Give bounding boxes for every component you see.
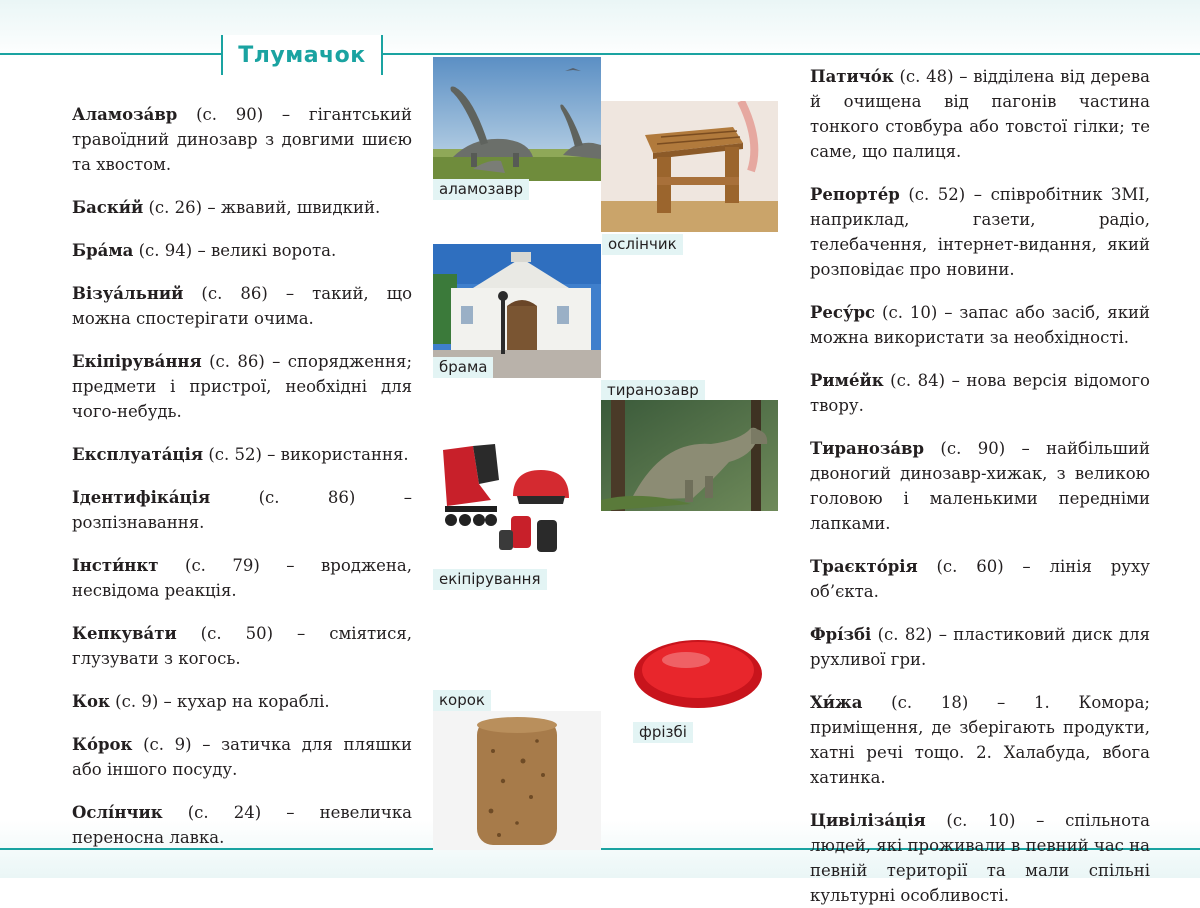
title-box bbox=[221, 35, 383, 75]
stool-illustration-icon bbox=[601, 101, 778, 232]
entry-definition: (с. 60) – лінія руху об’єкта. bbox=[810, 557, 1150, 601]
entry-term: Ослі́нчик bbox=[72, 803, 163, 822]
entry-term: Бра́ма bbox=[72, 241, 134, 260]
entry-traiektoriia bbox=[810, 554, 1150, 604]
entry-term: Експлуата́ція bbox=[72, 445, 204, 464]
entry-oslinchyk bbox=[72, 800, 412, 850]
entry-tyranozavr bbox=[810, 436, 1150, 536]
entry-tsyvilizatsiia bbox=[810, 808, 1150, 908]
header-rule bbox=[0, 53, 1200, 55]
entry-term: Екіпірува́ння bbox=[72, 352, 202, 371]
dinosaur-illustration-icon bbox=[433, 57, 601, 181]
oslinchyk-caption: ослінчик bbox=[602, 234, 683, 255]
cork-illustration-icon bbox=[433, 711, 601, 850]
entry-definition: (с. 90) – найбільший двоногий динозавр-хижак, з великою головою і маленькими передніми лапками. bbox=[810, 439, 1150, 533]
ekipiruvannia-caption: екіпірування bbox=[433, 569, 547, 590]
tyranozavr-caption: тиранозавр bbox=[601, 380, 705, 401]
oslinchyk-photo bbox=[601, 101, 778, 232]
entry-patychok bbox=[810, 64, 1150, 164]
dinosaur-illustration-icon bbox=[601, 400, 778, 511]
entry-term: Інсти́нкт bbox=[72, 556, 159, 575]
alamozavr-caption: аламозавр bbox=[433, 179, 529, 200]
entry-definition: (с. 9) – затичка для пляшки або іншого посуду. bbox=[72, 735, 412, 779]
entry-definition: (с. 82) – пластиковий диск для рухливої гри. bbox=[810, 625, 1150, 669]
korok-photo bbox=[433, 711, 601, 850]
page-title: Тлумачок bbox=[238, 42, 366, 68]
glossary-right-column bbox=[810, 64, 1150, 908]
entry-definition: (с. 18) – 1. Комора; приміщення, де зберігають продукти, хатні речі тощо. 2. Халабуда, вбога хатинка. bbox=[810, 693, 1150, 787]
entry-term: Кок bbox=[72, 692, 110, 711]
entry-definition: (с. 24) – невеличка переносна лавка. bbox=[72, 803, 412, 847]
entry-korok bbox=[72, 732, 412, 782]
ekipiruvannia-photo bbox=[433, 440, 579, 558]
korok-caption: корок bbox=[433, 690, 491, 711]
entry-term: Патичо́к bbox=[810, 67, 894, 86]
entry-brama bbox=[72, 238, 412, 263]
entry-identyfikatsiia bbox=[72, 485, 412, 535]
tyranozavr-photo bbox=[601, 400, 778, 511]
entry-term: Кепкува́ти bbox=[72, 624, 177, 643]
entry-kok bbox=[72, 689, 412, 714]
entry-term: Ресу́рс bbox=[810, 303, 876, 322]
entry-definition: (с. 26) – жвавий, швидкий. bbox=[143, 198, 381, 217]
entry-definition: (с. 9) – кухар на кораблі. bbox=[109, 692, 330, 711]
entry-frizbi bbox=[810, 622, 1150, 672]
entry-resurs bbox=[810, 300, 1150, 350]
entry-definition: (с. 86) – такий, що можна спостерігати очима. bbox=[72, 284, 412, 328]
entry-ekipiruvannia bbox=[72, 349, 412, 424]
entry-term: Баски́й bbox=[72, 198, 144, 217]
skate-equipment-illustration-icon bbox=[433, 440, 579, 558]
frizbi-caption: фрізбі bbox=[633, 722, 693, 743]
entry-term: Траєкто́рія bbox=[810, 557, 918, 576]
entry-reporter bbox=[810, 182, 1150, 282]
entry-term: Ко́рок bbox=[72, 735, 133, 754]
entry-definition: (с. 86) – розпізнавання. bbox=[72, 488, 412, 532]
entry-definition: (с. 10) – запас або засіб, який можна використати за необхідності. bbox=[810, 303, 1150, 347]
entry-definition: (с. 94) – великі ворота. bbox=[133, 241, 337, 260]
entry-definition: (с. 52) – співробітник ЗМІ, наприклад, газети, радіо, телебачення, інтернет-видання, який розповідає про новини. bbox=[810, 185, 1150, 279]
entry-definition: (с. 79) – вроджена, несвідома реакція. bbox=[72, 556, 412, 600]
entry-term: Фрі́збі bbox=[810, 625, 872, 644]
entry-term: Аламоза́вр bbox=[72, 105, 178, 124]
entry-term: Ідентифіка́ція bbox=[72, 488, 211, 507]
entry-kepkuvaty bbox=[72, 621, 412, 671]
entry-khyzha bbox=[810, 690, 1150, 790]
entry-term: Риме́йк bbox=[810, 371, 884, 390]
frizbi-photo bbox=[630, 626, 764, 716]
entry-definition: (с. 52) – використання. bbox=[203, 445, 409, 464]
entry-definition: (с. 86) – спорядження; предмети і пристрої, необхідні для чого-небудь. bbox=[72, 352, 412, 421]
entry-instynkt bbox=[72, 553, 412, 603]
entry-term: Хи́жа bbox=[810, 693, 863, 712]
glossary-left-column bbox=[72, 102, 412, 850]
entry-definition: (с. 10) – спільнота людей, які проживали в певний час на певній території та мали спільні культурні особливості. bbox=[810, 811, 1150, 905]
entry-term: Тираноза́вр bbox=[810, 439, 925, 458]
entry-definition: (с. 84) – нова версія відомого твору. bbox=[810, 371, 1150, 415]
entry-definition: (с. 48) – відділена від дерева й очищена від пагонів частина тонкого стовбура або товстої гілки; те саме, що палиця. bbox=[810, 67, 1150, 161]
entry-alamozavr bbox=[72, 102, 412, 177]
alamozavr-photo bbox=[433, 57, 601, 181]
frisbee-illustration-icon bbox=[630, 626, 764, 716]
entry-term: Візуа́льний bbox=[72, 284, 184, 303]
entry-baskyi bbox=[72, 195, 412, 220]
entry-term: Репорте́р bbox=[810, 185, 900, 204]
brama-caption: брама bbox=[433, 357, 493, 378]
entry-rymeik bbox=[810, 368, 1150, 418]
entry-ekspluatatsiia bbox=[72, 442, 412, 467]
entry-definition: (с. 90) – гігантський травоїдний динозавр з довгими шиєю та хвостом. bbox=[72, 105, 412, 174]
entry-vizualnyi bbox=[72, 281, 412, 331]
entry-definition: (с. 50) – сміятися, глузувати з когось. bbox=[72, 624, 412, 668]
entry-term: Цивіліза́ція bbox=[810, 811, 926, 830]
